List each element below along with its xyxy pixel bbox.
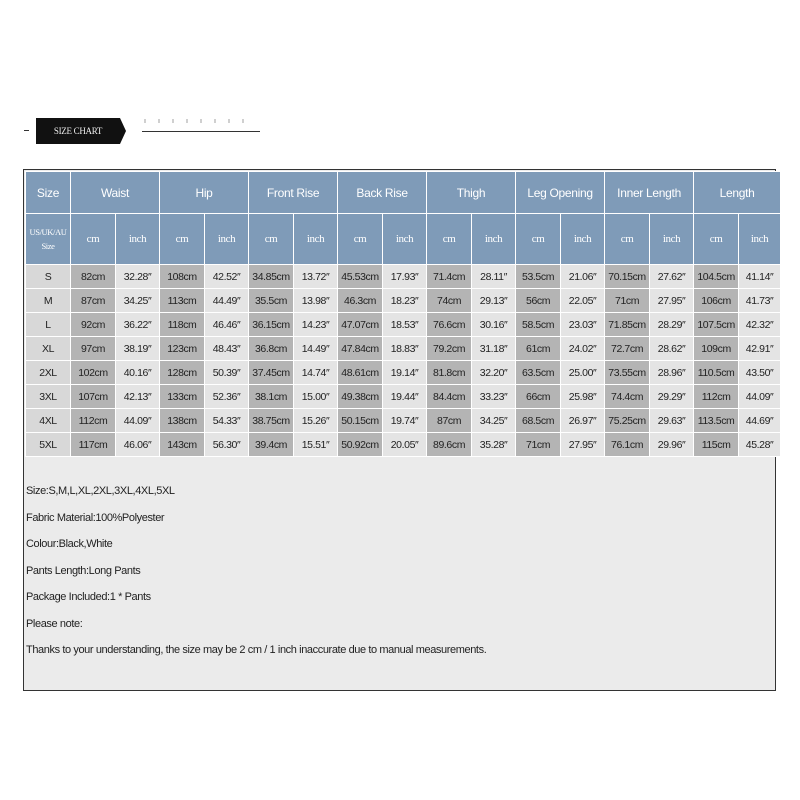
unit-cm-header: cm [71,214,116,265]
cm-value-cell: 45.53cm [338,265,383,289]
cm-value-cell: 108cm [160,265,205,289]
cm-value-cell: 104.5cm [694,265,739,289]
cm-value-cell: 113.5cm [694,409,739,433]
inch-value-cell: 25.98″ [561,385,605,409]
inch-value-cell: 19.74″ [383,409,427,433]
inch-value-cell: 42.13″ [116,385,160,409]
inch-value-cell: 43.50″ [739,361,781,385]
cm-value-cell: 70.15cm [605,265,650,289]
inch-value-cell: 21.06″ [561,265,605,289]
cm-value-cell: 79.2cm [427,337,472,361]
cm-value-cell: 110.5cm [694,361,739,385]
cm-value-cell: 74cm [427,289,472,313]
inch-value-cell: 33.23″ [472,385,516,409]
inch-value-cell: 29.63″ [650,409,694,433]
cm-value-cell: 75.25cm [605,409,650,433]
inch-value-cell: 13.72″ [294,265,338,289]
inch-value-cell: 19.44″ [383,385,427,409]
unit-inch-header: inch [739,214,781,265]
inch-value-cell: 18.53″ [383,313,427,337]
inch-value-cell: 14.49″ [294,337,338,361]
inch-value-cell: 50.39″ [205,361,249,385]
cm-value-cell: 143cm [160,433,205,457]
cm-value-cell: 48.61cm [338,361,383,385]
inch-value-cell: 18.83″ [383,337,427,361]
header-row-units [26,214,781,265]
inch-value-cell: 52.36″ [205,385,249,409]
inch-value-cell: 44.69″ [739,409,781,433]
inch-value-cell: 36.22″ [116,313,160,337]
size-chart-badge: SIZE CHART [36,118,120,144]
note-measurement-disclaimer: Thanks to your understanding, the size may be 2 cm / 1 inch inaccurate due to manual measurements. [26,644,487,656]
column-header-hip: Hip [160,172,249,214]
inch-value-cell: 29.13″ [472,289,516,313]
table-row [26,337,781,361]
cm-value-cell: 133cm [160,385,205,409]
note-package: Package Included:1 * Pants [26,591,151,603]
note-pants-length: Pants Length:Long Pants [26,564,141,577]
cm-value-cell: 74.4cm [605,385,650,409]
header-row-measurements [26,172,781,214]
size-label-cell: M [26,289,71,313]
unit-cm-header: cm [427,214,472,265]
note-please-note: Please note: [26,617,83,630]
cm-value-cell: 61cm [516,337,561,361]
inch-value-cell: 25.00″ [561,361,605,385]
column-header-back-rise: Back Rise [338,172,427,214]
table-row [26,409,781,433]
inch-value-cell: 13.98″ [294,289,338,313]
inch-value-cell: 41.73″ [739,289,781,313]
column-header-front-rise: Front Rise [249,172,338,214]
inch-value-cell: 15.26″ [294,409,338,433]
cm-value-cell: 138cm [160,409,205,433]
inch-value-cell: 23.03″ [561,313,605,337]
size-chart-panel [23,169,776,691]
cm-value-cell: 66cm [516,385,561,409]
cm-value-cell: 112cm [71,409,116,433]
cm-value-cell: 76.6cm [427,313,472,337]
cm-value-cell: 87cm [71,289,116,313]
inch-value-cell: 15.51″ [294,433,338,457]
cm-value-cell: 72.7cm [605,337,650,361]
cm-value-cell: 37.45cm [249,361,294,385]
inch-value-cell: 54.33″ [205,409,249,433]
inch-value-cell: 46.06″ [116,433,160,457]
cm-value-cell: 109cm [694,337,739,361]
cm-value-cell: 38.75cm [249,409,294,433]
cm-value-cell: 68.5cm [516,409,561,433]
unit-inch-header: inch [561,214,605,265]
size-label-cell: 2XL [26,361,71,385]
cm-value-cell: 102cm [71,361,116,385]
cm-value-cell: 115cm [694,433,739,457]
inch-value-cell: 27.95″ [561,433,605,457]
table-row [26,313,781,337]
table-row [26,385,781,409]
cm-value-cell: 34.85cm [249,265,294,289]
inch-value-cell: 44.49″ [205,289,249,313]
cm-value-cell: 123cm [160,337,205,361]
size-label-cell: S [26,265,71,289]
unit-cm-header: cm [249,214,294,265]
inch-value-cell: 44.09″ [739,385,781,409]
inch-value-cell: 17.93″ [383,265,427,289]
table-row [26,361,781,385]
cm-value-cell: 82cm [71,265,116,289]
unit-cm-header: cm [338,214,383,265]
inch-value-cell: 40.16″ [116,361,160,385]
cm-value-cell: 36.8cm [249,337,294,361]
size-table [25,171,781,457]
product-notes [26,485,766,671]
cm-value-cell: 56cm [516,289,561,313]
cm-value-cell: 71cm [516,433,561,457]
cm-value-cell: 97cm [71,337,116,361]
cm-value-cell: 107cm [71,385,116,409]
inch-value-cell: 35.28″ [472,433,516,457]
size-label-cell: 4XL [26,409,71,433]
inch-value-cell: 38.19″ [116,337,160,361]
note-colour: Colour:Black,White [26,538,113,550]
note-sizes: Size:S,M,L,XL,2XL,3XL,4XL,5XL [26,485,175,497]
inch-value-cell: 42.91″ [739,337,781,361]
title-dash [24,130,29,131]
inch-value-cell: 46.46″ [205,313,249,337]
inch-value-cell: 19.14″ [383,361,427,385]
cm-value-cell: 113cm [160,289,205,313]
cm-value-cell: 71.4cm [427,265,472,289]
cm-value-cell: 36.15cm [249,313,294,337]
unit-inch-header: inch [650,214,694,265]
inch-value-cell: 30.16″ [472,313,516,337]
cm-value-cell: 112cm [694,385,739,409]
column-header-size: Size [26,172,71,214]
cm-value-cell: 53.5cm [516,265,561,289]
cm-value-cell: 107.5cm [694,313,739,337]
table-row [26,265,781,289]
cm-value-cell: 92cm [71,313,116,337]
cm-value-cell: 50.15cm [338,409,383,433]
inch-value-cell: 28.11″ [472,265,516,289]
cm-value-cell: 128cm [160,361,205,385]
cm-value-cell: 73.55cm [605,361,650,385]
cm-value-cell: 106cm [694,289,739,313]
cm-value-cell: 46.3cm [338,289,383,313]
unit-inch-header: inch [116,214,160,265]
table-row [26,289,781,313]
cm-value-cell: 47.84cm [338,337,383,361]
column-header-thigh: Thigh [427,172,516,214]
column-header-leg-opening: Leg Opening [516,172,605,214]
unit-cm-header: cm [605,214,650,265]
cm-value-cell: 87cm [427,409,472,433]
cm-value-cell: 71cm [605,289,650,313]
inch-value-cell: 42.32″ [739,313,781,337]
inch-value-cell: 14.74″ [294,361,338,385]
inch-value-cell: 48.43″ [205,337,249,361]
inch-value-cell: 42.52″ [205,265,249,289]
inch-value-cell: 44.09″ [116,409,160,433]
inch-value-cell: 26.97″ [561,409,605,433]
column-header-inner-length: Inner Length [605,172,694,214]
inch-value-cell: 32.20″ [472,361,516,385]
inch-value-cell: 15.00″ [294,385,338,409]
inch-value-cell: 34.25″ [116,289,160,313]
inch-value-cell: 22.05″ [561,289,605,313]
size-label-cell: 3XL [26,385,71,409]
title-underline [142,131,260,132]
unit-inch-header: inch [205,214,249,265]
title-dots-decoration [144,119,254,123]
inch-value-cell: 45.28″ [739,433,781,457]
cm-value-cell: 117cm [71,433,116,457]
unit-cm-header: cm [160,214,205,265]
inch-value-cell: 34.25″ [472,409,516,433]
unit-inch-header: inch [294,214,338,265]
cm-value-cell: 38.1cm [249,385,294,409]
inch-value-cell: 20.05″ [383,433,427,457]
cm-value-cell: 47.07cm [338,313,383,337]
inch-value-cell: 29.96″ [650,433,694,457]
cm-value-cell: 71.85cm [605,313,650,337]
inch-value-cell: 14.23″ [294,313,338,337]
cm-value-cell: 89.6cm [427,433,472,457]
inch-value-cell: 28.96″ [650,361,694,385]
table-row [26,433,781,457]
size-label-cell: L [26,313,71,337]
inch-value-cell: 41.14″ [739,265,781,289]
cm-value-cell: 84.4cm [427,385,472,409]
inch-value-cell: 32.28″ [116,265,160,289]
inch-value-cell: 29.29″ [650,385,694,409]
cm-value-cell: 58.5cm [516,313,561,337]
unit-cm-header: cm [516,214,561,265]
cm-value-cell: 35.5cm [249,289,294,313]
inch-value-cell: 56.30″ [205,433,249,457]
cm-value-cell: 81.8cm [427,361,472,385]
size-label-cell: 5XL [26,433,71,457]
unit-cm-header: cm [694,214,739,265]
cm-value-cell: 76.1cm [605,433,650,457]
column-header-waist: Waist [71,172,160,214]
cm-value-cell: 50.92cm [338,433,383,457]
size-standard-caption: US/UK/AU Size [26,214,71,265]
cm-value-cell: 39.4cm [249,433,294,457]
unit-inch-header: inch [472,214,516,265]
cm-value-cell: 49.38cm [338,385,383,409]
inch-value-cell: 24.02″ [561,337,605,361]
inch-value-cell: 31.18″ [472,337,516,361]
inch-value-cell: 27.62″ [650,265,694,289]
inch-value-cell: 18.23″ [383,289,427,313]
note-fabric: Fabric Material:100%Polyester [26,511,165,524]
inch-value-cell: 28.29″ [650,313,694,337]
cm-value-cell: 63.5cm [516,361,561,385]
inch-value-cell: 28.62″ [650,337,694,361]
size-chart-title-row [24,118,244,144]
size-label-cell: XL [26,337,71,361]
column-header-length: Length [694,172,781,214]
unit-inch-header: inch [383,214,427,265]
cm-value-cell: 118cm [160,313,205,337]
inch-value-cell: 27.95″ [650,289,694,313]
